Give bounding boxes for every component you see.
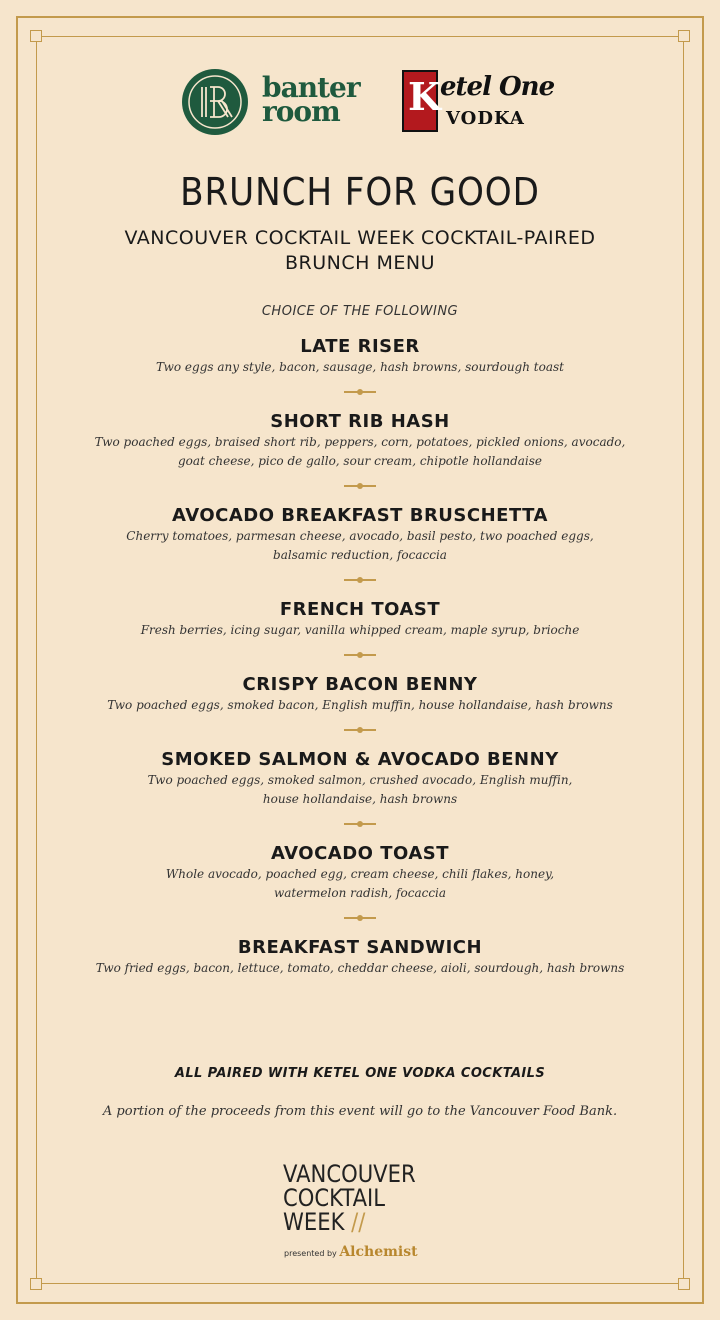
divider-ornament bbox=[344, 723, 376, 737]
vcw-logo-line-2: COCKTAIL bbox=[283, 1184, 386, 1212]
menu-item-name: SMOKED SALMON & AVOCADO BENNY bbox=[161, 749, 559, 770]
menu-item-desc-line: watermelon radish, focaccia bbox=[273, 886, 447, 900]
menu-item bbox=[0, 749, 720, 809]
menu-item-name: LATE RISER bbox=[300, 336, 420, 357]
banter-room-logo-text: banter room bbox=[262, 71, 360, 128]
corner-ornament-top-left bbox=[30, 30, 42, 42]
ketel-one-logo-badge bbox=[402, 70, 442, 132]
menu-item-desc-line: Two poached eggs, braised short rib, peppers, corn, potatoes, pickled onions, avocado, bbox=[94, 435, 626, 449]
pairing-note: ALL PAIRED WITH KETEL ONE VODKA COCKTAILS bbox=[174, 1066, 546, 1081]
divider-ornament bbox=[344, 648, 376, 662]
menu-items bbox=[0, 336, 720, 978]
menu-item bbox=[0, 336, 720, 377]
menu-item-desc-line: Two fried eggs, bacon, lettuce, tomato, cheddar cheese, aioli, sourdough, hash browns bbox=[95, 961, 625, 975]
vcw-logo-line-1: VANCOUVER bbox=[283, 1160, 416, 1188]
ketel-one-logo bbox=[402, 70, 555, 132]
divider-ornament bbox=[344, 911, 376, 925]
menu-item bbox=[0, 843, 720, 903]
corner-ornament-bottom-left bbox=[30, 1278, 42, 1290]
corner-ornament-bottom-right bbox=[678, 1278, 690, 1290]
br-monogram-icon bbox=[182, 69, 248, 135]
presented-by-label: presented by bbox=[284, 1249, 337, 1258]
ketel-one-logo-vodka: VODKA bbox=[446, 108, 525, 129]
banter-room-logo-icon bbox=[182, 69, 248, 135]
menu-item-desc-line: Cherry tomatoes, parmesan cheese, avocado, basil pesto, two poached eggs, bbox=[126, 529, 594, 543]
vcw-logo-slash: // bbox=[351, 1208, 366, 1236]
vcw-logo-line-3 bbox=[283, 1210, 416, 1234]
menu-item bbox=[0, 937, 720, 978]
menu-item-desc-line: house hollandaise, hash browns bbox=[262, 792, 458, 806]
menu-item-desc-line: Two poached eggs, smoked salmon, crushed avocado, English muffin, bbox=[147, 773, 573, 787]
menu-item-desc-line: Whole avocado, poached egg, cream cheese, chili flakes, honey, bbox=[165, 867, 555, 881]
divider-ornament bbox=[344, 479, 376, 493]
menu-item-name: CRISPY BACON BENNY bbox=[242, 674, 478, 695]
menu-item-name: AVOCADO BREAKFAST BRUSCHETTA bbox=[172, 505, 548, 526]
menu-item-desc-line: goat cheese, pico de gallo, sour cream, chipotle hollandaise bbox=[177, 454, 543, 468]
proceeds-note: A portion of the proceeds from this event will go to the Vancouver Food Bank. bbox=[102, 1104, 618, 1119]
menu-item-name: SHORT RIB HASH bbox=[270, 411, 450, 432]
divider-ornament bbox=[344, 573, 376, 587]
menu-item-desc-line: Two poached eggs, smoked bacon, English muffin, house hollandaise, hash browns bbox=[107, 698, 613, 712]
menu-item bbox=[0, 505, 720, 565]
menu-item-name: AVOCADO TOAST bbox=[270, 843, 450, 864]
alchemist-logo-text: Alchemist bbox=[339, 1244, 418, 1260]
logo-bar bbox=[0, 68, 720, 138]
vcw-logo bbox=[283, 1162, 416, 1234]
choice-heading: CHOICE OF THE FOLLOWING bbox=[261, 304, 459, 319]
menu-item bbox=[0, 599, 720, 640]
presented-by bbox=[284, 1244, 418, 1260]
divider-ornament bbox=[344, 385, 376, 399]
menu-item bbox=[0, 411, 720, 471]
page-title: BRUNCH FOR GOOD bbox=[180, 170, 540, 214]
menu-item-desc-line: Fresh berries, icing sugar, vanilla whipped cream, maple syrup, brioche bbox=[140, 623, 580, 637]
vcw-logo-week: WEEK bbox=[283, 1208, 345, 1236]
corner-ornament-top-right bbox=[678, 30, 690, 42]
menu-item-name: BREAKFAST SANDWICH bbox=[237, 937, 483, 958]
ketel-one-logo-text: etel One bbox=[440, 72, 555, 102]
menu-item-desc-line: Two eggs any style, bacon, sausage, hash browns, sourdough toast bbox=[156, 360, 564, 374]
menu-item-desc-line: balsamic reduction, focaccia bbox=[273, 548, 447, 562]
menu-item bbox=[0, 674, 720, 715]
menu-item-name: FRENCH TOAST bbox=[279, 599, 441, 620]
subtitle-line-2: BRUNCH MENU bbox=[285, 252, 435, 274]
subtitle-line-1: VANCOUVER COCKTAIL WEEK COCKTAIL-PAIRED bbox=[124, 227, 596, 249]
page-subtitle bbox=[0, 226, 720, 276]
ketel-one-logo-k: K bbox=[408, 74, 442, 119]
divider-ornament bbox=[344, 817, 376, 831]
